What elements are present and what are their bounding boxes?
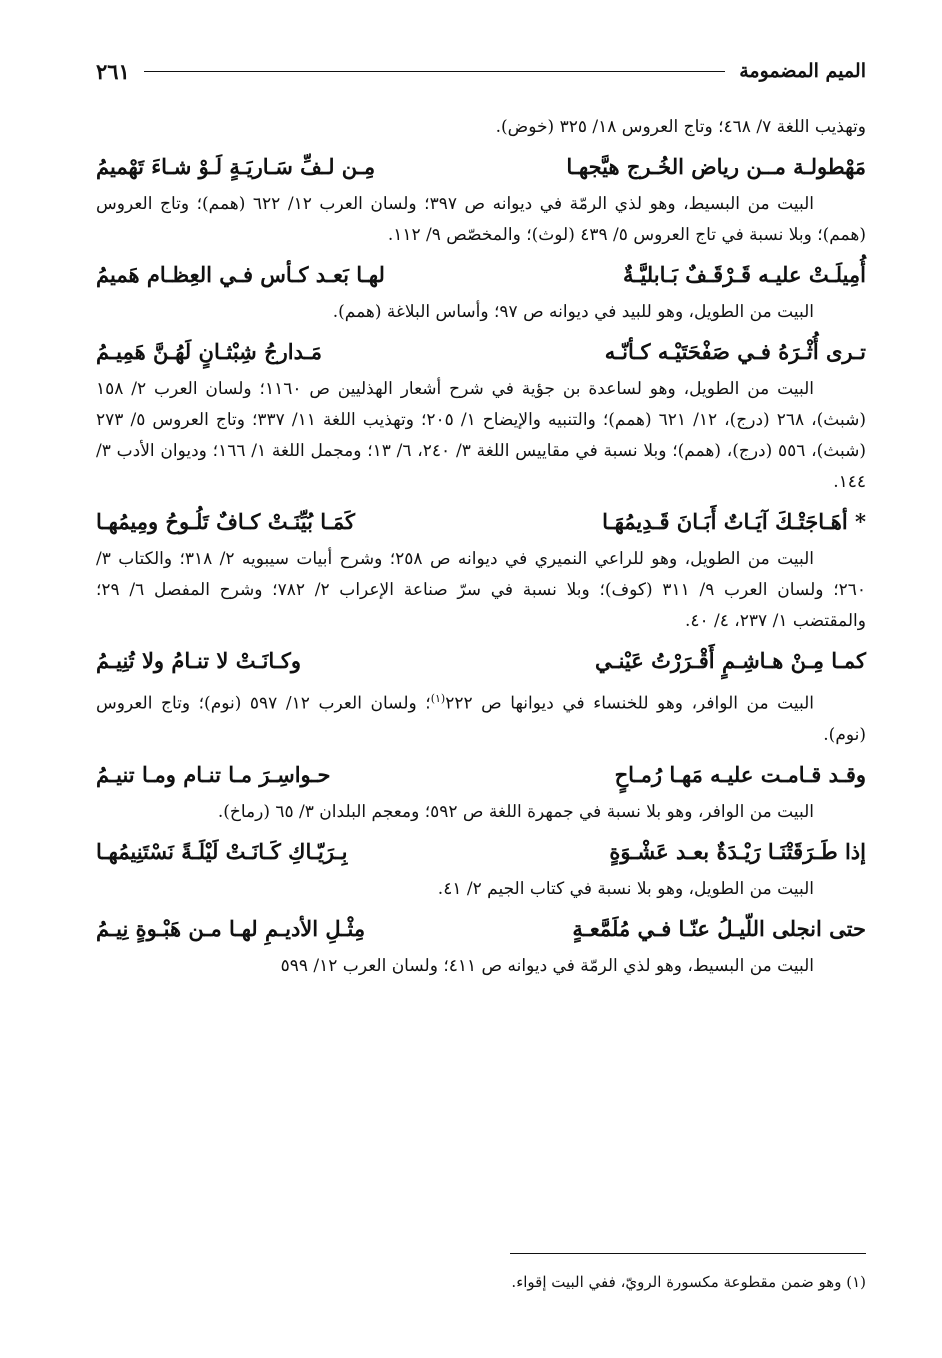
verse-second-hemistich: وكـانَـتْ لا تنـامُ ولا تُنِيـمُ: [96, 648, 302, 673]
verse-first-hemistich: أُمِيلَـتْ عليـه قَـرْقَـفٌ بَـابليَّـةٌ: [623, 262, 866, 287]
footnote-reference[interactable]: (١): [430, 692, 446, 705]
verse-second-hemistich: مِـن لـفِّ سَـاريَـةٍ لَـوْ شـاءَ تَهْميمُ: [96, 154, 376, 179]
verse-commentary: البيت من الطويل، وهو لساعدة بن جؤية في شرح أشعار الهذليين ص ١١٦٠؛ ولسان العرب ٢/ ١٥٨ (شبث)، ٢٦٨ (درج)، ١٢/ ٦٢١ (همم)؛ والتنبيه والإيضاح ١/ ٢٠٥؛ وتهذيب اللغة ١١/ ٣٣٧؛ وتاج العروس ٥/ ٢٧٣ (شبث)، ٥٥٦ (درج)، (همم)؛ وبلا نسبة في مقاييس اللغة ٣/ ٢٤٠، ٦/ ١٣؛ ومجمل اللغة ١/ ١٦٦؛ وديوان الأدب ٣/ ١٤٤.: [96, 379, 867, 492]
footnote: (١) وهو ضمن مقطوعة مكسورة الرويّ، ففي البيت إقواء.: [511, 1273, 866, 1291]
verse-second-hemistich: لهـا بَعـد كـأس فـي العِظـام هَميمُ: [96, 262, 385, 287]
verse-commentary: البيت من الطويل، وهو للراعي النميري في ديوانه ص ٢٥٨؛ وشرح أبيات سيبويه ٢/ ٣١٨؛ والكتاب ٣/ ٢٦٠؛ ولسان العرب ٩/ ٣١١ (كوف)؛ وبلا نسبة في سرّ صناعة الإعراب ٢/ ٧٨٢؛ وشرح المفصل ٦/ ٢٩؛ والمقتضب ١/ ٢٣٧، ٤/ ٤٠.: [96, 549, 866, 631]
chapter-title: الميم المضمومة: [739, 60, 866, 82]
verse-first-hemistich: تـرى أُثْـرَهُ فـي صَفْحَتَيْـه كـأنّـه: [604, 339, 866, 364]
verse-first-hemistich: مَهْطولـة مــن رياض الخُـرج هيَّجهـا: [566, 154, 866, 179]
verse-commentary: البيت من الطويل، وهو للبيد في ديوانه ص ٩٧؛ وأساس البلاغة (همم).: [332, 302, 814, 322]
running-header: [96, 54, 866, 88]
verse-line: [96, 334, 866, 370]
intro-citation: وتهذيب اللغة ٧/ ٤٦٨؛ وتاج العروس ١٨/ ٣٢٥ (خوض).: [495, 117, 866, 137]
verse-second-hemistich: كَمَـا بُيِّنَـتْ كـافٌ تَلُـوحُ ومِيمُهـا: [96, 509, 355, 534]
verse-commentary: البيت من الوافر، وهو بلا نسبة في جمهرة اللغة ص ٥٩٢؛ ومعجم البلدان ٣/ ٦٥ (رماخ).: [217, 801, 814, 822]
verse-second-hemistich: مِثْـلِ الأديـمِ لهـا مـن هَبْـوةٍ نِيـمُ: [96, 915, 366, 941]
verse-line: [96, 757, 866, 793]
verse-commentary: [96, 683, 866, 751]
verse-line: [96, 257, 866, 293]
page-number: ٢٦١: [96, 58, 130, 84]
verse-commentary: البيت من الطويل، وهو بلا نسبة في كتاب الجيم ٢/ ٤١.: [437, 878, 814, 899]
verse-line: [96, 834, 866, 870]
verse-first-hemistich: وقـد قـامـت عليـه مَهـا رُمـاحٍ: [614, 761, 866, 787]
commentary-text: ؛ ولسان العرب ١٢/ ٥٩٧ (نوم)؛ وتاج العروس (نوم).: [96, 693, 866, 745]
verse-first-hemistich: حتى انجلى اللّيـلُ عنّـا فـي مُلَمَّعـةٍ: [572, 915, 866, 941]
verse-commentary: البيت من البسيط، وهو لذي الرمّة في ديوانه ص ٤١١؛ ولسان العرب ١٢/ ٥٩٩: [280, 955, 814, 976]
verse-first-hemistich: إذا طَـرَقَتْنَـا رَيْـدَةٌ بعـد عَشْـوَةٍ: [609, 838, 866, 864]
verse-second-hemistich: مَـدارجُ شِبْثـانٍ لَهُـنَّ هَمِيـمُ: [96, 339, 323, 364]
verse-first-hemistich: * أهَـاجَتْـكَ آيَـاتٌ أَبَـانَ قَـدِيمُهَـا: [602, 509, 866, 534]
verse-second-hemistich: بِـرَيّـاكِ كَـانَـتْ لَيْلَـةً نَسْتَنِيمُهـا: [96, 838, 348, 864]
verse-line: [96, 911, 866, 947]
verse-line: [96, 643, 866, 679]
page-body: [96, 112, 866, 982]
footnote-rule: [510, 1253, 866, 1254]
commentary-text: البيت من الوافر، وهو للخنساء في ديوانها ص ٢٢٢: [445, 693, 814, 714]
verse-commentary: البيت من البسيط، وهو لذي الرمّة في ديوانه ص ٣٩٧؛ ولسان العرب ١٢/ ٦٢٢ (همم)؛ وتاج العروس (همم)؛ وبلا نسبة في تاج العروس ٥/ ٤٣٩ (لوث)؛ والمخصّص ٩/ ١١٢.: [96, 194, 866, 245]
verse-first-hemistich: كمـا مِـنْ هـاشِـمٍ أَقْـرَرْتُ عَيْنـي: [594, 648, 866, 673]
verse-line: [96, 149, 866, 185]
header-rule: [144, 71, 725, 72]
verse-line: [96, 504, 866, 540]
verse-second-hemistich: حـواسِـرَ مـا تنـام ومـا تنيـمُ: [96, 761, 331, 787]
